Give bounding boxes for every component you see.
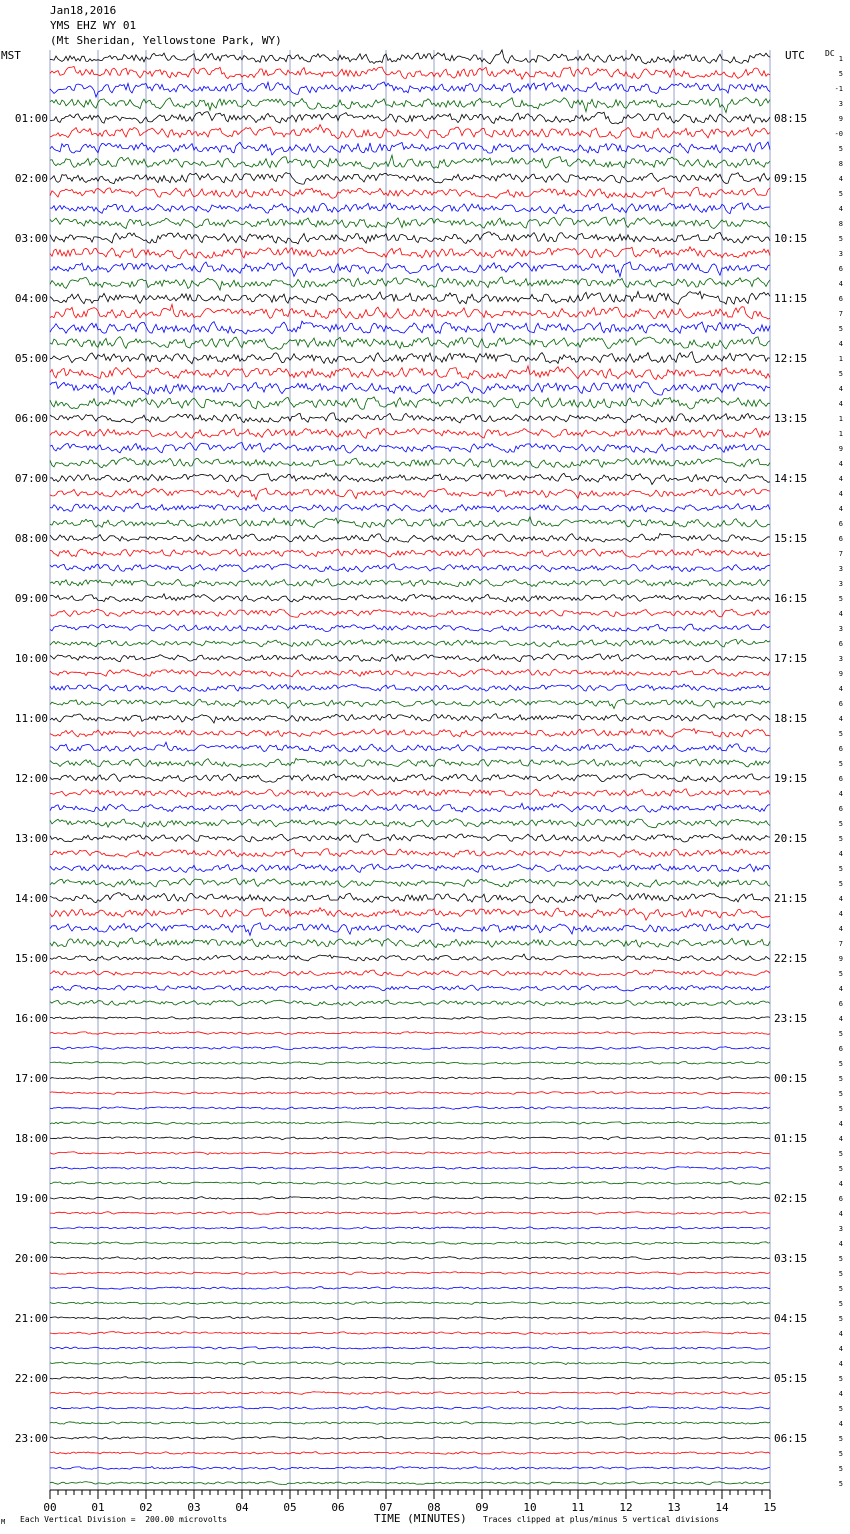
seismic-trace bbox=[50, 789, 770, 797]
dc-offset-label: 4 bbox=[838, 895, 843, 903]
seismic-trace bbox=[50, 1391, 770, 1394]
seismic-traces bbox=[50, 50, 770, 1485]
dc-header: DC bbox=[825, 49, 835, 58]
dc-offset-label: 4 bbox=[838, 460, 843, 468]
dc-offset-labels bbox=[835, 55, 843, 1488]
seismic-trace bbox=[50, 654, 770, 662]
seismic-trace bbox=[50, 428, 770, 438]
dc-offset-label: 4 bbox=[838, 685, 843, 693]
dc-offset-label: 4 bbox=[838, 1420, 843, 1428]
seismic-trace bbox=[50, 1107, 770, 1110]
utc-hour-label: 23:15 bbox=[774, 1012, 808, 1025]
dc-offset-label: 6 bbox=[838, 1045, 843, 1053]
dc-offset-label: 9 bbox=[838, 955, 843, 963]
seismic-trace bbox=[50, 443, 770, 454]
seismic-trace bbox=[50, 849, 770, 857]
x-tick-label: 08 bbox=[427, 1501, 441, 1514]
dc-offset-label: 3 bbox=[838, 580, 843, 588]
seismic-trace bbox=[50, 834, 770, 842]
mst-hour-label: 10:00 bbox=[14, 652, 48, 665]
mst-hour-labels bbox=[15, 112, 48, 1445]
seismic-trace bbox=[50, 923, 770, 936]
dc-offset-label: 4 bbox=[838, 1180, 843, 1188]
station-id: YMS EHZ WY 01 bbox=[50, 19, 137, 32]
dc-offset-label: 1 bbox=[838, 415, 843, 423]
dc-offset-label: 6 bbox=[838, 1000, 843, 1008]
seismic-trace bbox=[50, 1332, 770, 1335]
dc-offset-label: 5 bbox=[838, 1315, 843, 1323]
dc-offset-label: 4 bbox=[838, 505, 843, 513]
dc-offset-label: 5 bbox=[838, 760, 843, 768]
mst-hour-label: 09:00 bbox=[14, 592, 48, 605]
utc-hour-label: 01:15 bbox=[774, 1132, 808, 1145]
dc-offset-label: 5 bbox=[838, 1060, 843, 1068]
seismic-trace bbox=[50, 1437, 770, 1440]
dc-offset-label: 4 bbox=[838, 385, 843, 393]
seismic-trace bbox=[50, 247, 770, 259]
x-tick-label: 00 bbox=[43, 1501, 57, 1514]
seismic-trace bbox=[50, 232, 770, 244]
dc-offset-label: 5 bbox=[838, 595, 843, 603]
dc-offset-label: 6 bbox=[838, 295, 843, 303]
dc-offset-label: 5 bbox=[838, 1375, 843, 1383]
seismic-trace bbox=[50, 1047, 770, 1050]
seismic-trace bbox=[50, 1377, 770, 1379]
utc-hour-label: 18:15 bbox=[774, 712, 808, 725]
seismic-trace bbox=[50, 1467, 770, 1470]
seismic-trace bbox=[50, 203, 770, 214]
dc-offset-label: 4 bbox=[838, 910, 843, 918]
x-tick-label: 05 bbox=[283, 1501, 297, 1514]
seismic-trace bbox=[50, 1482, 770, 1485]
dc-offset-label: 4 bbox=[838, 340, 843, 348]
mst-hour-label: 22:00 bbox=[14, 1372, 48, 1385]
seismic-trace bbox=[50, 908, 770, 920]
seismic-trace bbox=[50, 1362, 770, 1365]
dc-offset-label: 4 bbox=[838, 1210, 843, 1218]
utc-hour-label: 09:15 bbox=[774, 172, 808, 185]
seismic-trace bbox=[50, 774, 770, 782]
dc-offset-label: 4 bbox=[838, 1135, 843, 1143]
dc-offset-label: 5 bbox=[838, 880, 843, 888]
dc-offset-label: 4 bbox=[838, 1330, 843, 1338]
seismic-trace bbox=[50, 864, 770, 872]
dc-offset-label: 5 bbox=[838, 1255, 843, 1263]
mst-hour-label: 06:00 bbox=[14, 412, 48, 425]
dc-offset-label: 5 bbox=[838, 1090, 843, 1098]
x-tick-label: 06 bbox=[331, 1501, 345, 1514]
seismic-trace bbox=[50, 1317, 770, 1320]
seismic-trace bbox=[50, 1000, 770, 1006]
seismic-trace bbox=[50, 458, 770, 468]
x-tick-label: 03 bbox=[187, 1501, 201, 1514]
mst-hour-label: 21:00 bbox=[14, 1312, 48, 1325]
mst-hour-label: 14:00 bbox=[14, 892, 48, 905]
dc-offset-label: 9 bbox=[838, 445, 843, 453]
mst-hour-label: 01:00 bbox=[14, 112, 48, 125]
dc-offset-label: 5 bbox=[838, 325, 843, 333]
seismic-trace bbox=[50, 277, 770, 290]
dc-offset-label: 4 bbox=[838, 850, 843, 858]
chart-date: Jan18,2016 bbox=[50, 4, 117, 17]
x-tick-label: 11 bbox=[571, 1501, 585, 1514]
mst-hour-label: 15:00 bbox=[14, 952, 48, 965]
dc-offset-label: 4 bbox=[838, 280, 843, 288]
dc-offset-label: 6 bbox=[838, 535, 843, 543]
dc-offset-label: 3 bbox=[838, 565, 843, 573]
seismic-trace bbox=[50, 742, 770, 752]
dc-offset-label: 3 bbox=[838, 1225, 843, 1233]
dc-offset-label: 5 bbox=[838, 1405, 843, 1413]
utc-hour-label: 10:15 bbox=[774, 232, 808, 245]
dc-offset-label: 8 bbox=[838, 220, 843, 228]
dc-offset-label: 5 bbox=[838, 235, 843, 243]
mst-hour-label: 08:00 bbox=[14, 532, 48, 545]
seismic-trace bbox=[50, 1077, 770, 1080]
dc-offset-label: 4 bbox=[838, 490, 843, 498]
dc-offset-label: 1 bbox=[838, 430, 843, 438]
dc-offset-label: 5 bbox=[838, 1150, 843, 1158]
utc-hour-label: 00:15 bbox=[774, 1072, 808, 1085]
seismic-trace bbox=[50, 579, 770, 587]
seismic-trace bbox=[50, 173, 770, 185]
dc-offset-label: 5 bbox=[838, 1285, 843, 1293]
seismic-trace bbox=[50, 699, 770, 708]
mst-hour-label: 04:00 bbox=[14, 292, 48, 305]
seismic-trace bbox=[50, 503, 770, 512]
seismic-trace bbox=[50, 125, 770, 139]
seismic-trace bbox=[50, 729, 770, 738]
dc-offset-label: 5 bbox=[838, 1435, 843, 1443]
dc-offset-label: 4 bbox=[838, 925, 843, 933]
dc-offset-label: 4 bbox=[838, 1345, 843, 1353]
mst-hour-label: 17:00 bbox=[14, 1072, 48, 1085]
seismic-trace bbox=[50, 488, 770, 500]
utc-hour-label: 11:15 bbox=[774, 292, 808, 305]
dc-offset-label: 4 bbox=[838, 610, 843, 618]
dc-offset-label: 5 bbox=[838, 835, 843, 843]
seismic-trace bbox=[50, 262, 770, 277]
seismic-trace bbox=[50, 1181, 770, 1184]
dc-offset-label: 5 bbox=[838, 145, 843, 153]
x-axis bbox=[43, 1490, 776, 1514]
seismic-trace bbox=[50, 217, 770, 228]
seismic-trace bbox=[50, 142, 770, 155]
seismic-trace bbox=[50, 413, 770, 423]
dc-offset-label: 5 bbox=[838, 70, 843, 78]
x-tick-label: 10 bbox=[523, 1501, 537, 1514]
dc-offset-label: 6 bbox=[838, 700, 843, 708]
mst-hour-label: 05:00 bbox=[14, 352, 48, 365]
dc-offset-label: 5 bbox=[838, 1465, 843, 1473]
seismic-trace bbox=[50, 669, 770, 677]
dc-offset-label: 7 bbox=[838, 310, 843, 318]
mst-hour-label: 12:00 bbox=[14, 772, 48, 785]
seismic-trace bbox=[50, 155, 770, 169]
utc-hour-label: 12:15 bbox=[774, 352, 808, 365]
dc-offset-label: 4 bbox=[838, 400, 843, 408]
seismic-trace bbox=[50, 533, 770, 542]
x-tick-label: 01 bbox=[91, 1501, 105, 1514]
seismic-trace bbox=[50, 98, 770, 113]
dc-offset-label: 6 bbox=[838, 745, 843, 753]
seismic-trace bbox=[50, 1167, 770, 1170]
dc-offset-label: -1 bbox=[834, 85, 843, 93]
dc-offset-label: 8 bbox=[838, 160, 843, 168]
dc-offset-label: 4 bbox=[838, 1015, 843, 1023]
utc-hour-label: 22:15 bbox=[774, 952, 808, 965]
left-timezone: MST bbox=[1, 49, 21, 62]
seismic-trace bbox=[50, 1062, 770, 1065]
seismic-trace bbox=[50, 50, 770, 64]
seismic-trace bbox=[50, 954, 770, 961]
x-tick-label: 13 bbox=[667, 1501, 681, 1514]
dc-offset-label: 9 bbox=[838, 115, 843, 123]
seismic-trace bbox=[50, 1272, 770, 1275]
dc-offset-label: 4 bbox=[838, 790, 843, 798]
seismic-trace bbox=[50, 397, 770, 409]
seismic-trace bbox=[50, 321, 770, 334]
seismic-trace bbox=[50, 1032, 770, 1035]
seismic-trace bbox=[50, 1452, 770, 1455]
seismic-trace bbox=[50, 624, 770, 632]
seismic-trace bbox=[50, 1092, 770, 1095]
dc-offset-label: 6 bbox=[838, 775, 843, 783]
dc-offset-label: 5 bbox=[838, 190, 843, 198]
dc-offset-label: 5 bbox=[838, 1480, 843, 1488]
mst-hour-label: 07:00 bbox=[14, 472, 48, 485]
dc-offset-label: 6 bbox=[838, 520, 843, 528]
dc-offset-label: 5 bbox=[838, 1105, 843, 1113]
seismic-trace bbox=[50, 1257, 770, 1260]
seismic-trace bbox=[50, 564, 770, 572]
seismic-trace bbox=[50, 1227, 770, 1229]
dc-offset-label: 5 bbox=[838, 370, 843, 378]
seismic-trace bbox=[50, 684, 770, 692]
seismic-trace bbox=[50, 517, 770, 528]
seismic-trace bbox=[50, 1197, 770, 1200]
seismic-trace bbox=[50, 1212, 770, 1215]
dc-offset-label: 6 bbox=[838, 1195, 843, 1203]
x-tick-label: 04 bbox=[235, 1501, 249, 1514]
seismic-trace bbox=[50, 893, 770, 903]
mst-hour-label: 11:00 bbox=[14, 712, 48, 725]
seismic-trace bbox=[50, 352, 770, 364]
dc-offset-label: 5 bbox=[838, 1075, 843, 1083]
x-axis-title: TIME (MINUTES) bbox=[374, 1512, 467, 1525]
seismic-trace bbox=[50, 473, 770, 484]
mst-hour-label: 18:00 bbox=[14, 1132, 48, 1145]
dc-offset-label: 4 bbox=[838, 985, 843, 993]
seismic-trace bbox=[50, 970, 770, 976]
seismic-trace bbox=[50, 1152, 770, 1155]
dc-offset-label: 5 bbox=[838, 970, 843, 978]
dc-offset-label: 4 bbox=[838, 1120, 843, 1128]
utc-hour-label: 13:15 bbox=[774, 412, 808, 425]
seismic-trace bbox=[50, 1242, 770, 1245]
utc-hour-label: 03:15 bbox=[774, 1252, 808, 1265]
utc-hour-label: 05:15 bbox=[774, 1372, 808, 1385]
utc-hour-label: 15:15 bbox=[774, 532, 808, 545]
right-timezone: UTC bbox=[785, 49, 805, 62]
mst-hour-label: 23:00 bbox=[14, 1432, 48, 1445]
seismic-trace bbox=[50, 112, 770, 124]
mst-hour-label: 19:00 bbox=[14, 1192, 48, 1205]
seismic-trace bbox=[50, 82, 770, 97]
seismic-trace bbox=[50, 1287, 770, 1290]
dc-offset-label: 5 bbox=[838, 1030, 843, 1038]
dc-offset-label: 5 bbox=[838, 865, 843, 873]
seismic-trace bbox=[50, 337, 770, 350]
seismic-trace bbox=[50, 1137, 770, 1140]
seismic-trace bbox=[50, 67, 770, 80]
utc-hour-label: 19:15 bbox=[774, 772, 808, 785]
x-tick-label: 12 bbox=[619, 1501, 633, 1514]
dc-offset-label: 4 bbox=[838, 205, 843, 213]
x-tick-label: 15 bbox=[763, 1501, 777, 1514]
scale-note: Each Vertical Division = 200.00 microvolts bbox=[20, 1515, 228, 1524]
seismic-trace bbox=[50, 879, 770, 888]
seismic-trace bbox=[50, 819, 770, 828]
dc-offset-label: 7 bbox=[838, 550, 843, 558]
seismic-trace bbox=[50, 609, 770, 617]
mst-hour-label: 13:00 bbox=[14, 832, 48, 845]
seismic-trace bbox=[50, 714, 770, 723]
mst-hour-label: 03:00 bbox=[14, 232, 48, 245]
seismic-trace bbox=[50, 803, 770, 812]
seismic-trace bbox=[50, 1017, 770, 1020]
utc-hour-labels bbox=[774, 112, 807, 1445]
dc-offset-label: 3 bbox=[838, 100, 843, 108]
dc-offset-label: 5 bbox=[838, 1450, 843, 1458]
seismic-trace bbox=[50, 594, 770, 602]
dc-offset-label: 3 bbox=[838, 655, 843, 663]
utc-hour-label: 06:15 bbox=[774, 1432, 808, 1445]
seismic-trace bbox=[50, 549, 770, 557]
seismic-trace bbox=[50, 938, 770, 948]
seismic-trace bbox=[50, 639, 770, 647]
utc-hour-label: 04:15 bbox=[774, 1312, 808, 1325]
seismic-trace bbox=[50, 1422, 770, 1425]
dc-offset-label: 3 bbox=[838, 625, 843, 633]
mst-hour-label: 20:00 bbox=[14, 1252, 48, 1265]
dc-offset-label: 4 bbox=[838, 1240, 843, 1248]
utc-hour-label: 14:15 bbox=[774, 472, 808, 485]
dc-offset-label: 5 bbox=[838, 1165, 843, 1173]
seismic-trace bbox=[50, 382, 770, 395]
seismic-trace bbox=[50, 366, 770, 380]
dc-offset-label: 5 bbox=[838, 1300, 843, 1308]
utc-hour-label: 08:15 bbox=[774, 112, 808, 125]
dc-offset-label: 1 bbox=[838, 355, 843, 363]
seismic-trace bbox=[50, 291, 770, 304]
seismic-trace bbox=[50, 1302, 770, 1305]
dc-offset-label: 4 bbox=[838, 1390, 843, 1398]
utc-hour-label: 20:15 bbox=[774, 832, 808, 845]
dc-offset-label: 4 bbox=[838, 175, 843, 183]
dc-offset-label: 5 bbox=[838, 820, 843, 828]
seismic-trace bbox=[50, 188, 770, 199]
dc-offset-label: 6 bbox=[838, 805, 843, 813]
utc-hour-label: 21:15 bbox=[774, 892, 808, 905]
station-location: (Mt Sheridan, Yellowstone Park, WY) bbox=[50, 34, 282, 47]
dc-offset-label: 7 bbox=[838, 940, 843, 948]
dc-offset-label: 4 bbox=[838, 475, 843, 483]
mst-hour-label: 02:00 bbox=[14, 172, 48, 185]
seismic-trace bbox=[50, 1407, 770, 1410]
utc-hour-label: 02:15 bbox=[774, 1192, 808, 1205]
dc-offset-label: 5 bbox=[838, 1270, 843, 1278]
dc-offset-label: 3 bbox=[838, 250, 843, 258]
seismic-trace bbox=[50, 1347, 770, 1350]
seismic-trace bbox=[50, 985, 770, 991]
dc-offset-label: 4 bbox=[838, 715, 843, 723]
dc-offset-label: 6 bbox=[838, 640, 843, 648]
seismic-trace bbox=[50, 1122, 770, 1125]
x-tick-label: 02 bbox=[139, 1501, 153, 1514]
dc-offset-label: 1 bbox=[838, 55, 843, 63]
dc-offset-label: -0 bbox=[834, 130, 843, 138]
clip-note: Traces clipped at plus/minus 5 vertical divisions bbox=[483, 1515, 720, 1524]
dc-offset-label: 4 bbox=[838, 1360, 843, 1368]
utc-hour-label: 17:15 bbox=[774, 652, 808, 665]
footer-mark: M bbox=[1, 1518, 6, 1526]
x-tick-label: 14 bbox=[715, 1501, 729, 1514]
mst-hour-label: 16:00 bbox=[14, 1012, 48, 1025]
dc-offset-label: 9 bbox=[838, 670, 843, 678]
dc-offset-label: 5 bbox=[838, 730, 843, 738]
x-tick-label: 09 bbox=[475, 1501, 489, 1514]
x-tick-label: 07 bbox=[379, 1501, 393, 1514]
seismic-trace bbox=[50, 304, 770, 319]
utc-hour-label: 16:15 bbox=[774, 592, 808, 605]
seismic-trace bbox=[50, 758, 770, 767]
dc-offset-label: 6 bbox=[838, 265, 843, 273]
plot-grid bbox=[50, 50, 770, 1497]
